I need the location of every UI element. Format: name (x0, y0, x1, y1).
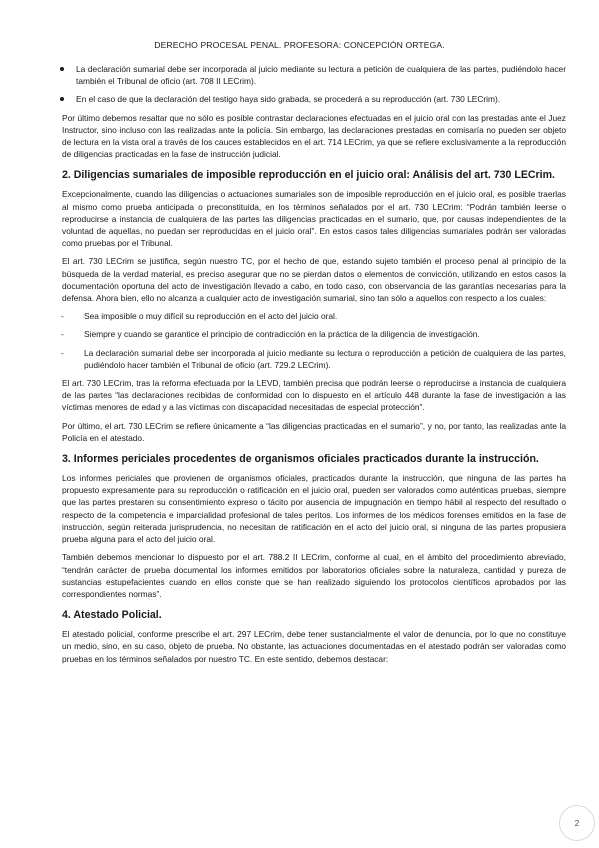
section-2-paragraph-3: El art. 730 LECrim, tras la reforma efectuada por la LEVD, también precisa que podrán leerse o reproducirse a instancia de cualquiera de las partes “las declaraciones recibidas de conformidad con lo dispuesto en el artículo 448 durante la fase de investigación a las víctimas menores de edad y a las víctimas con discapacidad necesitadas de especial protección”. (62, 378, 566, 413)
dash-item-text: La declaración sumarial debe ser incorporada al juicio mediante su lectura o reproducción a petición de cualquiera de las partes, pudiéndolo hacer también el Tribunal de oficio (art. 729.2 LECrim). (84, 347, 566, 370)
bullet-item (62, 93, 566, 105)
bullet-text: La declaración sumarial debe ser incorporada al juicio mediante su lectura a petición de cualquiera de las partes, pudiéndolo hacer también el Tribunal de oficio (art. 708 II LECrim). (76, 64, 566, 87)
dash-marker: - (61, 311, 64, 322)
section-3-heading: 3. Informes periciales procedentes de organismos oficiales practicados durante la instrucción. (62, 453, 539, 466)
bullet-item (62, 63, 566, 87)
section-4-paragraph-1: El atestado policial, conforme prescribe el art. 297 LECrim, debe tener sustancialmente el valor de denuncia, por lo que no constituye un medio, sino, en su caso, objeto de prueba. No obstante, las actuaciones documentadas en el atestado podrán ser valoradas como pruebas en los términos señalados por nuestro TC. En este sentido, debemos destacar: (62, 629, 566, 664)
section-4-heading: 4. Atestado Policial. (62, 609, 162, 622)
section-3-paragraph-2: También debemos mencionar lo dispuesto por el art. 788.2 II LECrim, conforme al cual, en el ámbito del procedimiento abreviado, “tendrán carácter de prueba documental los informes emitidos por laboratorios oficiales sobre la naturaleza, cantidad y pureza de sustancias estupefacientes cuando en ellos conste que se han realizado siguiendo los protocolos científicos aprobados por las correspondientes normas”. (62, 552, 566, 599)
dash-item (62, 347, 566, 371)
page-number: 2 (574, 818, 580, 828)
bullet-text: En el caso de que la declaración del testigo haya sido grabada, se procederá a su reproducción (art. 730 LECrim). (76, 94, 501, 105)
dash-item (62, 310, 566, 322)
section-2-paragraph-2: El art. 730 LECrim se justifica, según nuestro TC, por el hecho de que, estando sujeto también el proceso penal al principio de la búsqueda de la verdad material, es preciso asegurar que no se pierdan datos o elementos de convicción, utilizando en estos casos la documentación oportuna del acto de investigación llevado a cabo, en todo caso, con observancia de las garantías necesarias para la defensa. Ahora bien, ello no alcanza a cualquier acto de investigación sumarial, sino tan sólo a aquellos con respecto a los cuales: (62, 256, 566, 304)
section-2-paragraph-1: Excepcionalmente, cuando las diligencias o actuaciones sumariales son de imposible reproducción en el juicio oral, es posible traerlas al mismo como prueba anticipada o preconstituida, en los términos señalados por el art. 730 LECrim: “Podrán también leerse o reproducirse a instancia de cualquiera de las partes las diligencias practicadas en el sumario, que, por causas independientes de la voluntad de aquellas, no puedan ser reproducidas en el juicio oral”. En estos casos tales diligencias sumariales podrán ser valoradas como pruebas por el Tribunal. (62, 189, 566, 249)
dash-list (62, 310, 566, 371)
section-2-heading: 2. Diligencias sumariales de imposible reproducción en el juicio oral: Análisis del art. 730 LECrim. (62, 169, 555, 182)
section-3-paragraph-1: Los informes periciales que provienen de organismos oficiales, practicados durante la instrucción, que ninguna de las partes ha propuesto expresamente para su reproducción o ratificación en el juicio oral, pueden ser valorados como auténticas pruebas, siempre que las partes prestaren su consentimiento expreso o tácito por ausencia de impugnación en tiempo hábil al respecto del resultado o respecto de la competencia e imparcialidad profesional de tales peritos. Los informes de los médicos forenses emitidos en la fase de instrucción, según reiterada jurisprudencia, no necesitan de ratificación en el acto del juicio oral, si ninguna de las partes propusiera prueba alguna para el acto del juicio oral. (62, 473, 566, 545)
dash-marker: - (61, 347, 64, 358)
dash-item-text: Siempre y cuando se garantice el principio de contradicción en la práctica de la diligencia de investigación. (84, 329, 480, 340)
intro-paragraph: Por último debemos resaltar que no sólo es posible contrastar declaraciones efectuadas en el juicio oral con las prestadas ante el Juez Instructor, sino incluso con las realizadas ante la policía. Sin embargo, las declaraciones prestadas en comisaría no pueden ser objeto de lectura en la vista oral a través de los cauces establecidos en el art. 714 LECrim, ya que se refiere exclusivamente a la reproducción de diligencias practicadas en la fase de instrucción judicial. (62, 112, 566, 160)
dash-item-text: Sea imposible o muy difícil su reproducción en el acto del juicio oral. (84, 311, 338, 322)
page-number-badge (559, 805, 595, 841)
bullet-list (62, 63, 566, 106)
dash-item (62, 328, 566, 340)
page-header: DERECHO PROCESAL PENAL. PROFESORA: CONCEPCIÓN ORTEGA. (154, 40, 445, 50)
dash-marker: - (61, 329, 64, 340)
page-body (62, 63, 566, 671)
section-2-paragraph-4: Por último, el art. 730 LECrim se refiere únicamente a “las diligencias practicadas en el sumario”, y no, por tanto, las realizadas ante la Policía en el atestado. (62, 420, 566, 443)
